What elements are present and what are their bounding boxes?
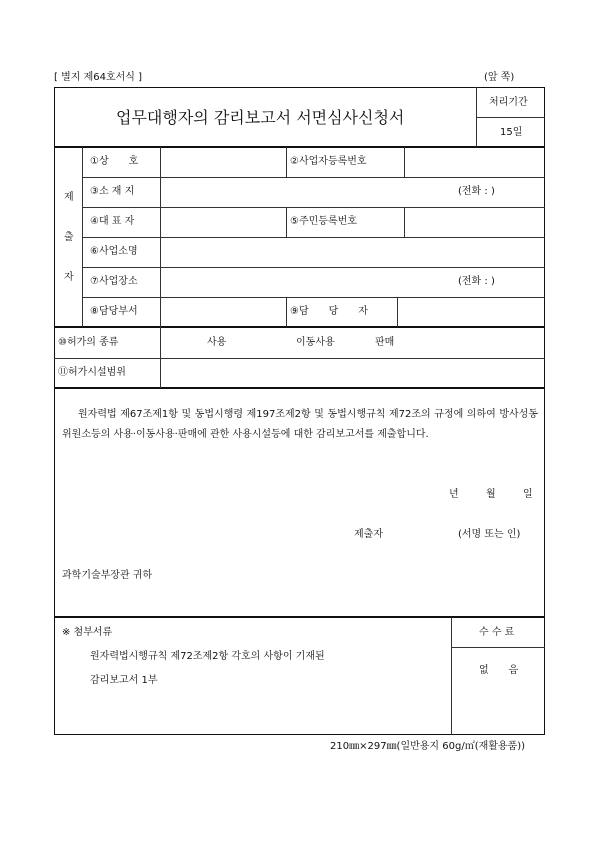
attachments-line-1: 원자력법시행규칙 제72조제2항 각호의 사항이 기재된 (90, 651, 325, 662)
permit-type-label: ⑩허가의 종류 (58, 337, 119, 348)
statement-text: 원자력법 제67조제1항 및 동법시행령 제197조제2항 및 동법시행규칙 제72조의 규정에 의하여 방사성동위원소등의 사용·이동사용·판매에 관한 사용시설등에 대한 감리보고서를 제출합니다. (62, 409, 538, 440)
page-side-label: (앞 쪽) (484, 72, 515, 83)
scope-bottom-line (54, 387, 545, 389)
department-field[interactable] (162, 299, 284, 325)
vline-r3-a (286, 207, 287, 237)
fee-divider (451, 647, 545, 648)
person-in-charge-field[interactable] (399, 299, 543, 325)
permit-option-sale[interactable]: 판매 (375, 337, 395, 348)
fee-value: 없 음 (479, 665, 519, 676)
processing-period-value: 15일 (500, 127, 523, 138)
submitter-sign: (서명 또는 인) (458, 529, 521, 540)
row-line-4 (82, 267, 545, 268)
representative-label: ④대 표 자 (90, 216, 135, 227)
permit-scope-field[interactable] (162, 360, 543, 386)
business-name-label: ⑥사업소명 (90, 246, 138, 257)
vline-r1-b (404, 147, 405, 177)
applicant-label-3: 자 (64, 272, 74, 283)
processing-vline (476, 87, 477, 147)
fee-vline (451, 617, 452, 735)
row-line-5 (82, 297, 545, 298)
permit-option-mobile-use[interactable]: 이동사용 (296, 337, 335, 348)
business-reg-no-field[interactable] (406, 149, 543, 175)
resident-reg-no-label: ⑤주민등록번호 (290, 216, 357, 227)
date-month: 월 (486, 489, 496, 500)
permit-option-use[interactable]: 사용 (207, 337, 227, 348)
applicant-label-2: 출 (64, 232, 74, 243)
recipient: 과학기술부장관 귀하 (62, 570, 153, 581)
label-column-vline (160, 147, 161, 388)
row-line-1 (82, 177, 545, 178)
processing-divider (476, 117, 545, 118)
applicant-bottom-line (54, 326, 545, 328)
date-day: 일 (523, 489, 533, 500)
row-line-3 (82, 237, 545, 238)
vline-r3-b (404, 207, 405, 237)
row-line-2 (82, 207, 545, 208)
statement-bottom-line (54, 616, 545, 618)
form-number: [ 별지 제64호서식 ] (54, 72, 143, 83)
business-place-label: ⑦사업장소 (90, 276, 138, 287)
permit-scope-label: ⑪허가시설범위 (58, 367, 126, 378)
resident-reg-no-field[interactable] (406, 209, 543, 235)
address-phone: (전화 : ) (458, 186, 495, 197)
person-in-charge-label: ⑨담 당 자 (290, 306, 368, 317)
form-title: 업무대행자의 감리보고서 서면심사신청서 (116, 108, 405, 127)
title-bottom-line (54, 146, 545, 148)
applicant-label-1: 제 (64, 192, 74, 203)
vline-r6-a (286, 297, 287, 327)
business-place-phone: (전화 : ) (458, 276, 495, 287)
attachments-label: ※ 첨부서류 (62, 627, 113, 638)
applicant-label-vline (82, 147, 83, 327)
date-year: 년 (449, 489, 459, 500)
permit-type-bottom-line (54, 358, 545, 359)
address-label: ③소 재 지 (90, 186, 135, 197)
attachments-line-2: 감리보고서 1부 (90, 675, 158, 686)
processing-period-label: 처리기간 (489, 97, 528, 108)
trade-name-field[interactable] (162, 149, 284, 175)
trade-name-label: ①상 호 (90, 156, 139, 167)
fee-label: 수 수 료 (479, 627, 515, 638)
department-label: ⑧담당부서 (90, 306, 138, 317)
representative-field[interactable] (162, 209, 284, 235)
paper-spec-footer: 210㎜×297㎜(일반용지 60g/㎡(재활용품)) (330, 741, 526, 752)
vline-r6-b (397, 297, 398, 327)
business-name-field[interactable] (162, 239, 543, 265)
business-reg-no-label: ②사업자등록번호 (290, 156, 367, 167)
vline-r1-a (286, 147, 287, 177)
submitter-label: 제출자 (354, 529, 383, 540)
